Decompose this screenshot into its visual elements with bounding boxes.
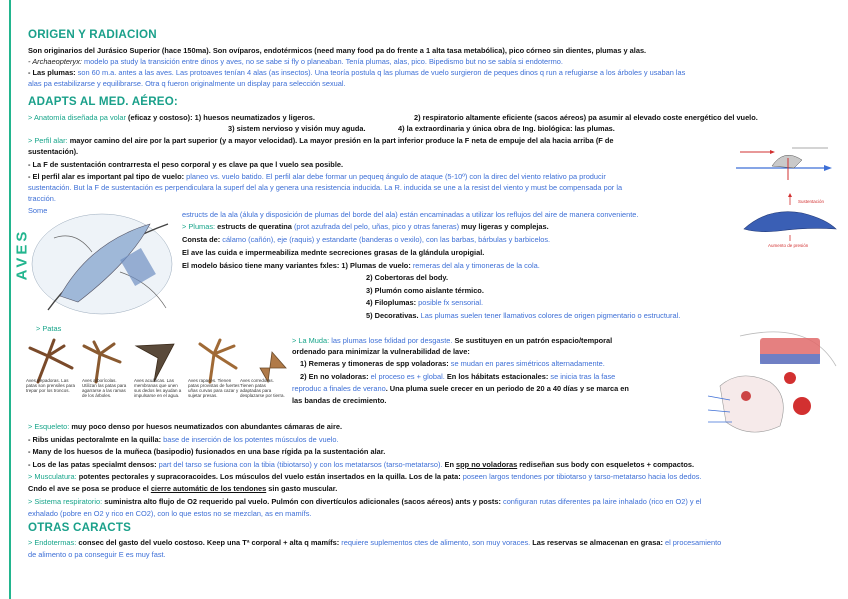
muda-label: > La Muda: [292, 336, 332, 345]
cndo-text: Cndo el ave se posa se produce el [28, 484, 151, 493]
some-label: Some [28, 206, 48, 215]
respiratory-diagram [700, 326, 840, 444]
resp-rutas: configuran rutas diferentes pa laire inhalado (rico en O2) y el [503, 497, 702, 506]
side-bar [0, 0, 31, 599]
variante-2: 2) Cobertoras del body. [366, 273, 448, 282]
musculatura-label: > Musculatura: [28, 472, 77, 481]
endo-reservas: Las reservas se almacenan en grasa: [530, 538, 665, 547]
perfil-line-1 [28, 136, 613, 146]
musculatura-tendones: poseen largos tendones por tibiotarso y tarso-metatarso hacia los dedos. [462, 472, 702, 481]
side-line [9, 0, 11, 599]
origen-line-1: Son originarios del Jurásico Superior (hace 150ma). Son ovíparos, endotérmicos (need many food pa do frente a 1 alta tasa metabólica), pico córneo sin dientes, plumas y alas. [28, 46, 647, 55]
consta-text: cálamo (cañón), eje (raquis) y estandarte (banderas o vexilo), con las barbas, bárbulas y barbicelos. [222, 235, 551, 244]
plumas2-label: > Plumas: [182, 222, 216, 231]
esqueleto-text: muy poco denso por huesos neumatizados con abundantes cámaras de aire. [69, 422, 342, 431]
cndo-line [28, 484, 337, 494]
anatomia-1: (eficaz y costoso): 1) huesos neumatizados y ligeros. [126, 113, 315, 122]
feet-caption-2: Aves arborícolas. Utilizan las patas para agarrarse a las ramas de los árboles. [82, 378, 127, 398]
perfil-line-3: - La F de sustentación contrarresta el peso corporal y es clave pa que l vuelo sea posible. [28, 160, 344, 169]
ribs-label: - Ribs unidas pectoralmte en la quilla: [28, 435, 164, 444]
consta-line [182, 235, 550, 245]
resp-text: suministra alto flujo de O2 requerido pal vuelo. Pulmón con divertículos adicionales (sacos aéreos) ants y posts: [102, 497, 503, 506]
elave-line: El ave las cuida e impermeabiliza mednte secreciones grasas de la glándula uropigial. [182, 248, 485, 257]
anatomia-label: > Anatomía diseñada pa volar [28, 113, 126, 122]
anatomia-2: 2) respiratorio altamente eficiente (sacos aéreos) pa asumir al elevado coste energético del vuelo. [414, 113, 758, 122]
cndo-end: sin gasto muscular. [266, 484, 338, 493]
muda-line-2: ordenado para minimizar la vulnerabilidad de lave: [292, 347, 470, 356]
modelo-line [182, 261, 540, 271]
muda-line-6: las bandas de crecimiento. [292, 396, 387, 405]
variante-4-label: 4) Filoplumas: [366, 298, 419, 307]
muda-verano: reproduc a finales de verano [292, 384, 386, 393]
archaeopteryx-text: modelo pa study la transición entre dinos y aves, no se sabe si fly o planeaban. Tenía plumas, alas, pico. Bipedismo but no se sabía si endotermo. [84, 57, 563, 66]
patas-label: > Patas [36, 324, 62, 333]
origen-line-4: alas pa estabilizarse y equilibrarse. Otra q fueron originalmente un display para selección sexual. [28, 79, 346, 88]
muda-line-5 [292, 384, 629, 394]
consta-label: Consta de: [182, 235, 223, 244]
muda-periodo: . Una pluma suele crecer en un periodo de 20 a 40 días y se marca en [385, 384, 629, 393]
modelo-remeras: remeras del ala y timoneras de la cola. [412, 261, 540, 270]
ribs-line [28, 435, 339, 445]
resp-line-1 [28, 497, 701, 507]
anatomia-4: 4) la extraordinaria y única obra de Ing. biológica: las plumas. [398, 124, 615, 133]
muda-pares: se mudan en pares simétricos alternadamente. [450, 359, 605, 368]
musculatura-text: potentes pectorales y supracoracoides. Los músculos del vuelo están insertados en la quilla. Los de la pata: [76, 472, 463, 481]
feet-caption-5: Aves corredoras. Tienen patas adaptadas para desplazarse por tierra. [240, 378, 285, 398]
muda-desgaste: las plumas lose fxlidad por desgaste. [331, 336, 453, 345]
wing-label-top: Sustentación [798, 199, 825, 204]
perfil-label: > Perfil alar: [28, 136, 68, 145]
feet-caption-1: Aves trepadoras. Las patas son prensiles para trepar por los troncos. [26, 378, 76, 393]
endo-procesamiento: el procesamiento [664, 538, 722, 547]
muda-line-1 [292, 336, 612, 346]
patas-novoladoras: spp no voladoras [456, 460, 518, 469]
heading-origen: ORIGEN Y RADIACION [28, 28, 157, 41]
perfil-line-4 [28, 172, 606, 182]
perfil-text: mayor camino del aire por la part superior (y a mayor velocidad). La mayor presión en la part inferior produce la F neta de empuje del ala hacia arriba (F de [67, 136, 614, 145]
variante-5-label: 5) Decorativas. [366, 311, 421, 320]
perfil-line-6: tracción. [28, 194, 56, 203]
muda-patron: Se sustituyen en un patrón espacio/temporal [452, 336, 613, 345]
plumas-text: son 60 m.a. antes a las aves. Las protoaves tenían 4 alas (as insectos). Una teoría postula q las plumas de vuelo surgieron de peques dinos q run a refugiarse a los árboles y usaban las [77, 68, 686, 77]
esqueleto-label: > Esqueleto: [28, 422, 70, 431]
heading-otras: OTRAS CARACTS [28, 521, 132, 534]
cndo-cierre: cierre automátic de los tendones [150, 484, 267, 493]
muda-fase: se inicia tras la fase [550, 372, 616, 381]
perfil-tipo: - El perfil alar es important pal tipo de vuelo: [28, 172, 187, 181]
plumas2-text: estructs de queratina [215, 222, 294, 231]
archaeopteryx-label: - Archaeopteryx: [28, 57, 84, 66]
musculatura-line [28, 472, 701, 482]
origen-line-3 [28, 68, 685, 78]
flight-diagram [732, 140, 836, 186]
plumas2-end: muy ligeras y complejas. [459, 222, 549, 231]
origen-line-2 [28, 57, 563, 67]
perfil-line-2: sustentación). [28, 147, 79, 156]
endo-suplementos: requiere suplementos ctes de alimento, son muy voraces. [341, 538, 531, 547]
anatomia-line [28, 113, 315, 123]
endo-text: consec del gasto del vuelo costoso. Keep una Tª corporal + alta q mamífs: [76, 538, 342, 547]
muda-habitats: En los hábitats estacionales: [444, 372, 551, 381]
muda-remeras: 1) Remeras y timoneras de spp voladoras: [300, 359, 451, 368]
endo-line-2: de alimento o pa conseguir E es muy fast. [28, 550, 166, 559]
anatomia-3: 3) sistem nervioso y visión muy aguda. [228, 124, 366, 133]
variante-3: 3) Plumón como aislante térmico. [366, 286, 484, 295]
resp-line-2: exhalado (pobre en O2 y rico en CO2), con lo que estos no se mezclan, as en mamífs. [28, 509, 312, 518]
patas-en: En [442, 460, 457, 469]
muda-global: el proceso es + global. [370, 372, 445, 381]
perfil-planeo: planeo vs. vuelo batido. El perfil alar debe formar un pequeq ángulo de ataque (5-10º) con la direc del viento relativo pa producir [186, 172, 606, 181]
patas-redisenan: rediseñan sus body con esqueletos + compactos. [517, 460, 695, 469]
endo-line-1 [28, 538, 721, 548]
side-label: AVES [13, 228, 31, 281]
patas-densos: - Los de las patas specialmt densos: [28, 460, 159, 469]
variante-4-text: posible fx sensorial. [418, 298, 484, 307]
patas-line [28, 460, 694, 470]
feet-caption-3: Aves acuáticas. Las membranas que unen sus dedos les ayudan a impulsarse en el agua. [134, 378, 182, 398]
heading-adapts: ADAPTS AL MED. AÉREO: [28, 95, 178, 108]
perfil-line-5: sustentación. But la F de sustentación es perpendiculara la superf del ala y genera una resistencia inducida. La R. inducida se une a la resist del viento y must be compensada por la [28, 183, 623, 192]
ribs-text: base de inserción de los potentes músculos de vuelo. [163, 435, 339, 444]
wing-label-bot: Aumento de presión [768, 243, 809, 248]
plumas-line-1 [182, 222, 549, 232]
variante-5 [366, 311, 680, 321]
modelo-text: El modelo básico tiene many variantes fxles: 1) Plumas de vuelo: [182, 261, 413, 270]
variante-5-text: Las plumas suelen tener llamativos colores de origen pigmentario o estructural. [420, 311, 681, 320]
plumas2-note: (prot azufrada del pelo, uñas, pico y otras faneras) [293, 222, 460, 231]
many-line: - Many de los huesos de la muñeca (basipodio) fusionados en una base rígida pa la sustentación alar. [28, 447, 386, 456]
endo-label: > Endotermas: [28, 538, 77, 547]
plumas-label: - Las plumas: [28, 68, 78, 77]
wing-profile-diagram [738, 193, 840, 255]
resp-label: > Sistema respiratorio: [28, 497, 103, 506]
variante-4 [366, 298, 483, 308]
muda-line-4 [300, 372, 615, 382]
some-text: estructs de la ala (álula y disposición de plumas del borde del ala) están encaminadas a utilizar los reflujos del aire de manera conveniente. [182, 210, 639, 219]
muda-line-3 [300, 359, 605, 369]
patas-tarso: part del tarso se fusiona con la tibia (tibiotarso) y con los metatarsos (tarso-metatarso). [158, 460, 443, 469]
muda-novoladoras: 2) En no voladoras: [300, 372, 371, 381]
feet-caption-4: Aves rapaces. Tienen patas provistas de fuertes uñas curvas para cazar y sujetar presas. [188, 378, 240, 398]
feather-illustration [30, 212, 180, 324]
esqueleto-line [28, 422, 342, 432]
